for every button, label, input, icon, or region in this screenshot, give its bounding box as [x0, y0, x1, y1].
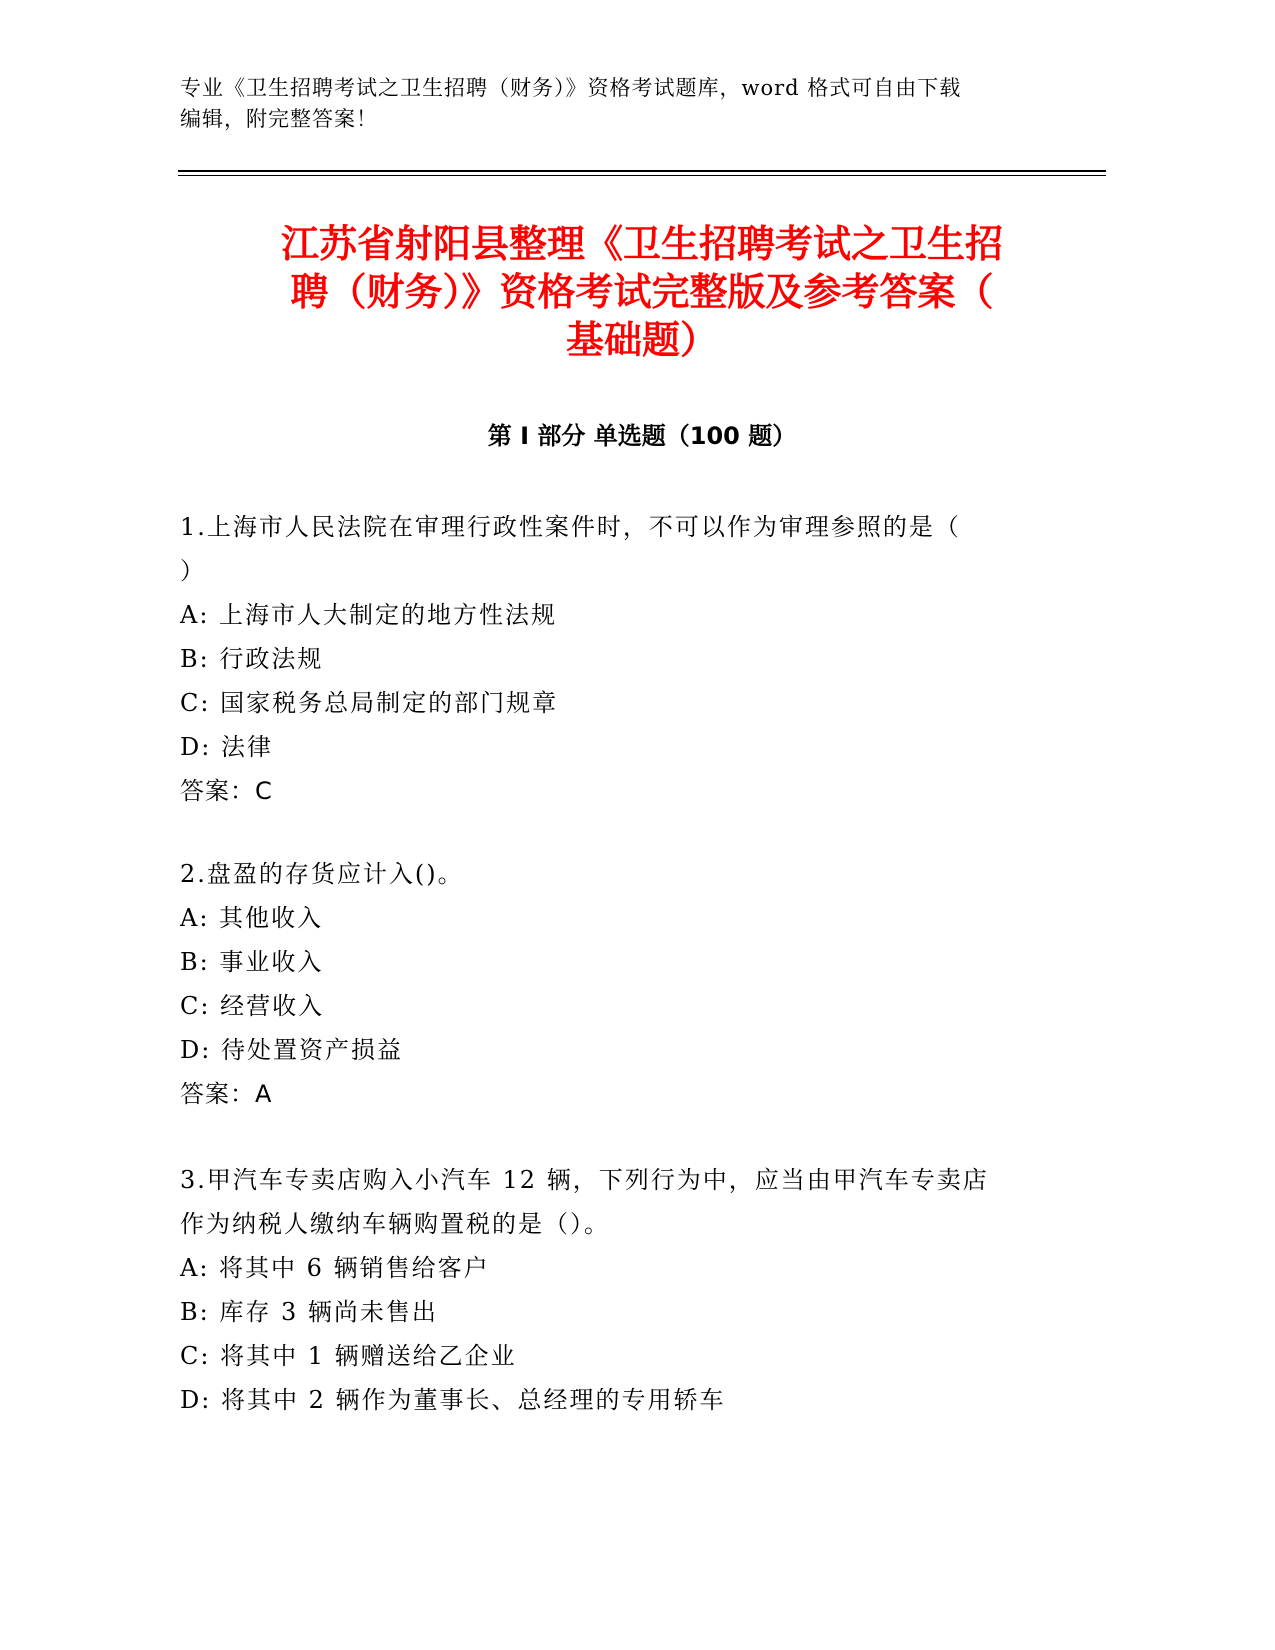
header-note-line: 编辑，附完整答案！: [180, 107, 378, 131]
question-2: [180, 852, 1040, 1116]
header-note-line: 专业《卫生招聘考试之卫生招聘（财务）》资格考试题库，word 格式可自由下载: [180, 76, 962, 100]
question-stem: ）: [180, 557, 206, 585]
option-b: B: 库存 3 辆尚未售出: [180, 1298, 438, 1326]
header-note: [180, 73, 1040, 135]
document-title: [178, 220, 1106, 364]
section-heading: 第 I 部分 单选题（100 题）: [487, 422, 797, 450]
question-3: [180, 1158, 1040, 1422]
header-divider-thin: [178, 175, 1106, 176]
document-title-line: 基础题）: [565, 318, 718, 362]
option-b: B: 行政法规: [180, 645, 324, 673]
option-c: C: 国家税务总局制定的部门规章: [180, 689, 559, 717]
option-b: B: 事业收入: [180, 948, 324, 976]
option-d: D: 将其中 2 辆作为董事长、总经理的专用轿车: [180, 1386, 726, 1414]
option-c: C: 经营收入: [180, 992, 325, 1020]
option-d: D: 待处置资产损益: [180, 1036, 403, 1064]
question-stem: 1.上海市人民法院在审理行政性案件时，不可以作为审理参照的是（: [180, 513, 961, 541]
option-a: A: 将其中 6 辆销售给客户: [180, 1254, 490, 1282]
question-stem: 作为纳税人缴纳车辆购置税的是（）。: [180, 1210, 610, 1238]
question-stem: 3.甲汽车专卖店购入小汽车 12 辆，下列行为中，应当由甲汽车专卖店: [180, 1166, 989, 1194]
document-title-line: 聘（财务）》资格考试完整版及参考答案（: [290, 270, 994, 314]
document-title-line: 江苏省射阳县整理《卫生招聘考试之卫生招: [280, 222, 1003, 266]
option-d: D: 法律: [180, 733, 273, 761]
header-divider: [178, 170, 1106, 172]
answer: 答案：A: [180, 1080, 273, 1108]
answer: 答案：C: [180, 777, 273, 805]
option-a: A: 其他收入: [180, 904, 324, 932]
question-stem: 2.盘盈的存货应计入()。: [180, 860, 464, 888]
option-a: A: 上海市人大制定的地方性法规: [180, 601, 558, 629]
option-c: C: 将其中 1 辆赠送给乙企业: [180, 1342, 517, 1370]
question-1: [180, 505, 1040, 813]
